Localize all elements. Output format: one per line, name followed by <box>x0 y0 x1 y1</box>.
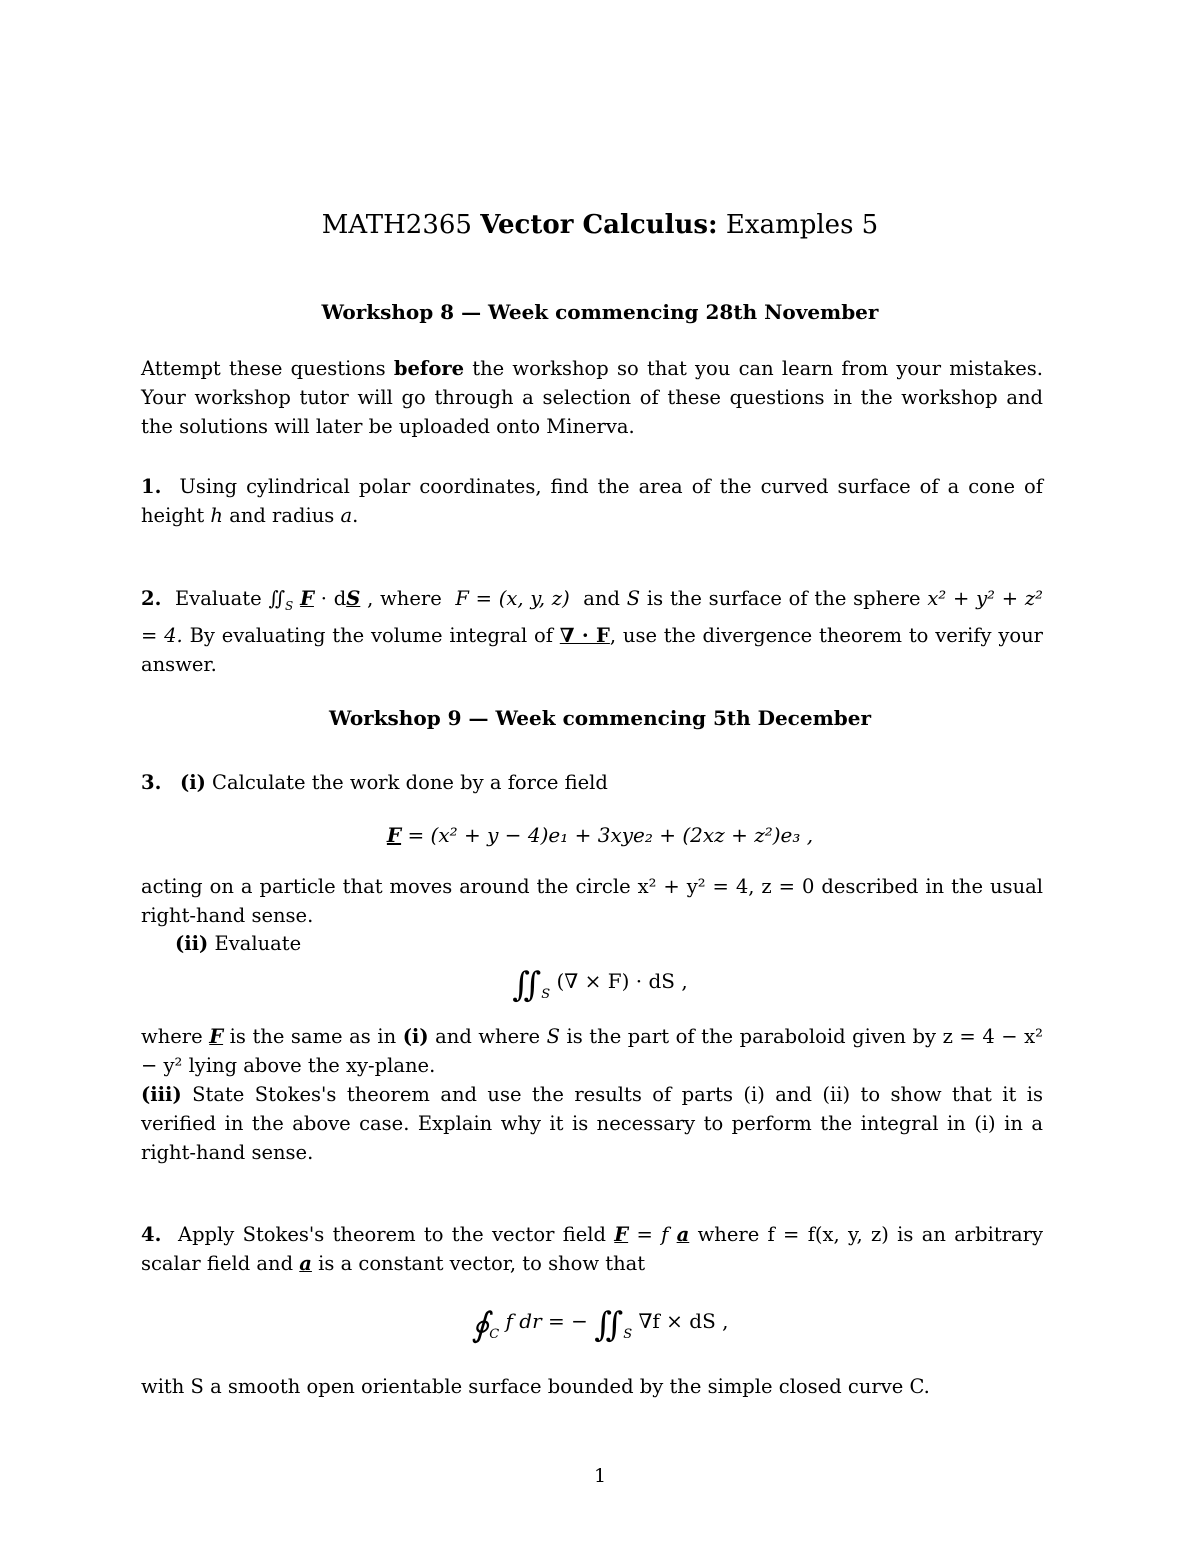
stokes-equation <box>0 1305 1200 1345</box>
double-integral-sign-2: ∬ <box>594 1305 624 1345</box>
question-4-text-d: with S a smooth open orientable surface bounded by the simple closed curve C. <box>141 1375 930 1398</box>
question-2-sphere: x² + y² + z² = 4. <box>141 587 1043 647</box>
question-4-text-a: Apply Stokes's theorem to the vector field <box>177 1223 606 1246</box>
workshop-9-heading: Workshop 9 — Week commencing 5th December <box>328 706 871 730</box>
intro-text-post: the workshop so that you can learn from your mistakes. Your workshop tutor will go through a selection of these questions in the workshop and the solutions will later be uploaded onto Minerva. <box>141 357 1044 438</box>
question-3-part-iii-label: (iii) <box>141 1083 182 1106</box>
question-2-divergence: ∇ · F <box>559 623 610 647</box>
question-2-and: and <box>583 587 620 610</box>
question-1-var-a: a <box>340 504 353 527</box>
force-field-symbol: F <box>386 823 402 847</box>
question-3-part-ii-label: (ii) <box>175 932 209 955</box>
question-3-circle-text: acting on a particle that moves around the circle x² + y² = 4, z = 0 described in the usual right-hand sense. <box>141 875 1043 927</box>
question-3-number: 3. <box>141 771 162 794</box>
question-3-where-text: is the same as in <box>229 1025 397 1048</box>
intro-text-pre: Attempt these questions <box>141 357 386 380</box>
question-3-part-i <box>141 768 1043 797</box>
curl-surface-integral <box>0 965 1200 1005</box>
question-1-text-a: Using cylindrical polar coordinates, find the area of the curved surface of a cone of height <box>141 475 1043 527</box>
question-3-where-text-2: and where <box>435 1025 541 1048</box>
question-2-field: F = (x, y, z) <box>455 587 570 610</box>
question-1-text-b: and radius <box>229 504 335 527</box>
question-4-text-c: is a constant vector, to show that <box>318 1252 646 1275</box>
question-4-final <box>141 1372 1043 1401</box>
question-3-text-ii: Evaluate <box>214 932 302 955</box>
vector-a-symbol-2: a <box>299 1252 312 1275</box>
vector-a-symbol: a <box>676 1223 690 1246</box>
question-3-text-after <box>141 872 1043 930</box>
course-code: MATH2365 <box>321 210 472 240</box>
question-3-part-i-label: (i) <box>179 771 206 794</box>
question-4-number: 4. <box>141 1223 162 1246</box>
double-integral-sign: ∬ <box>512 965 542 1005</box>
contour-integral-sign: ∮ <box>471 1305 490 1345</box>
question-2-text-d: , use the divergence theorem to verify your answer. <box>141 623 1043 676</box>
question-2-number: 2. <box>141 587 162 610</box>
question-3-text-iii: State Stokes's theorem and use the results of parts (i) and (ii) to show that it is verified in the above case. Explain why it is necessary to perform the integral in (i) in a right-hand sense. <box>141 1083 1043 1164</box>
workshop-8-heading: Workshop 8 — Week commencing 28th November <box>321 300 879 324</box>
force-field-equation <box>0 823 1200 847</box>
question-1-end: . <box>352 504 359 527</box>
question-2: 2. Evaluate $∬_S$ F · dS , where F = (x, y, z) and S is the surface of the sphere x² + y² + z² = 4. By evaluating the volume integral of ∇ · F, use the divergence theorem to verify your answer. <box>141 587 1043 676</box>
field-f-symbol-q4: F <box>614 1223 629 1246</box>
question-2-where: , where <box>367 587 442 610</box>
intro-paragraph <box>141 354 1043 441</box>
question-4-text-b: where f = f(x, y, z) is an arbitrary scalar field and <box>141 1223 1043 1275</box>
sheet-name: Examples 5 <box>725 210 879 240</box>
question-3-part-ii <box>175 929 1035 958</box>
question-1-var-h: h <box>210 504 223 527</box>
contour-subscript-c: C <box>489 1327 500 1342</box>
question-1 <box>141 472 1043 530</box>
question-3-paraboloid: is the part of the paraboloid given by z = 4 − x² − y² lying above the xy-plane. <box>141 1025 1043 1077</box>
question-3-text-i: Calculate the work done by a force field <box>212 771 608 794</box>
question-2-evaluate: Evaluate <box>174 587 262 610</box>
intro-text-bold: before <box>393 357 465 380</box>
question-2-text-c: By evaluating the volume integral of <box>189 623 553 647</box>
question-3-part-iii <box>141 1080 1043 1167</box>
integral-subscript-s-2: S <box>623 1327 633 1342</box>
course-subject: Vector Calculus: <box>480 210 718 240</box>
page-number: 1 <box>593 1465 607 1487</box>
question-1-number: 1. <box>141 475 162 498</box>
stokes-lhs: f dr = − <box>505 1309 588 1333</box>
question-2-surface-text: is the surface of the sphere <box>646 587 921 610</box>
integral-subscript-s: S <box>541 987 551 1002</box>
field-f-symbol: F <box>209 1025 224 1048</box>
force-field-expression: = (x² + y − 4)e₁ + 3xye₂ + (2xz + z²)e₃ , <box>407 823 814 847</box>
surface-integral-inline: $∬_S$ F · dS <box>268 587 361 613</box>
question-3-where: where F is the same as in (i) and where S is the part of the paraboloid given by z = 4 − x² − y² lying above the xy-plane. <box>141 1025 1043 1077</box>
document-title <box>0 210 1200 240</box>
stokes-rhs: ∇f × dS , <box>638 1309 729 1333</box>
question-4: 4. Apply Stokes's theorem to the vector field F = f a where f = f(x, y, z) is an arbitrary scalar field and a is a constant vector, to show that <box>141 1223 1043 1275</box>
curl-integral-expression: (∇ × F) · dS , <box>556 969 688 993</box>
